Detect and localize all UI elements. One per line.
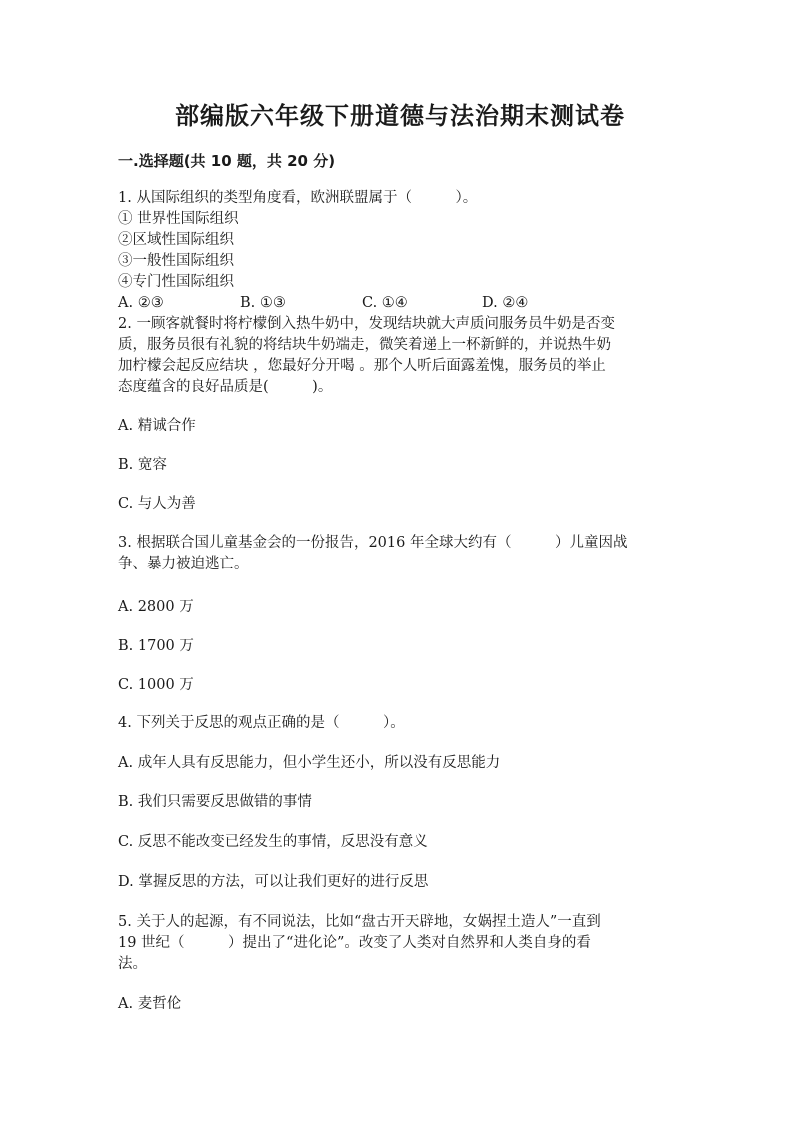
question-1-option-b: B. ①③	[240, 295, 286, 311]
question-5-line: 19 世纪（ ）提出了“进化论”。改变了人类对自然界和人类自身的看	[118, 935, 591, 951]
question-3-option-c: C. 1000 万	[118, 677, 194, 693]
question-5-line: 5. 关于人的起源，有不同说法，比如“盘古开天辟地，女娲捏土造人”一直到	[118, 914, 601, 930]
page-title: 部编版六年级下册道德与法治期末测试卷	[175, 102, 625, 130]
question-4-option-a: A. 成年人具有反思能力，但小学生还小，所以没有反思能力	[118, 755, 501, 771]
question-3-line: 3. 根据联合国儿童基金会的一份报告，2016 年全球大约有（ ）儿童因战	[118, 535, 628, 551]
question-2-line: 态度蕴含的良好品质是( )。	[118, 379, 333, 395]
question-2-line: 2. 一顾客就餐时将柠檬倒入热牛奶中，发现结块就大声质问服务员牛奶是否变	[118, 316, 615, 332]
question-4-stem: 4. 下列关于反思的观点正确的是（ ）。	[118, 715, 405, 731]
question-4-option-d: D. 掌握反思的方法，可以让我们更好的进行反思	[118, 874, 429, 890]
question-4-option-c: C. 反思不能改变已经发生的事情，反思没有意义	[118, 834, 428, 850]
question-2-line: 质，服务员很有礼貌的将结块牛奶端走，微笑着递上一杯新鲜的，并说热牛奶	[118, 337, 611, 353]
question-1-stem: 1. 从国际组织的类型角度看，欧洲联盟属于（ ）。	[118, 190, 478, 206]
question-2-option-c: C. 与人为善	[118, 496, 196, 512]
section-heading: 一.选择题(共 10 题，共 20 分)	[118, 152, 336, 170]
question-1-option-d: D. ②④	[482, 295, 529, 311]
question-3-option-b: B. 1700 万	[118, 638, 194, 654]
question-4-option-b: B. 我们只需要反思做错的事情	[118, 794, 312, 810]
question-1-option-a: A. ②③	[118, 295, 164, 311]
question-1-item: ③一般性国际组织	[118, 253, 234, 269]
question-3-line: 争、暴力被迫逃亡。	[118, 556, 249, 572]
question-2-line: 加柠檬会起反应结块 ，您最好分开喝 。那个人听后面露羞愧，服务员的举止	[118, 358, 606, 374]
question-1-item: ②区域性国际组织	[118, 232, 234, 248]
question-5-option-a: A. 麦哲伦	[118, 996, 182, 1012]
question-1-option-c: C. ①④	[362, 295, 408, 311]
question-1-item: ④专门性国际组织	[118, 274, 234, 290]
question-1-item: ① 世界性国际组织	[118, 211, 239, 227]
question-2-option-b: B. 宽容	[118, 457, 167, 473]
question-2-option-a: A. 精诚合作	[118, 418, 196, 434]
question-3-option-a: A. 2800 万	[118, 599, 194, 615]
question-5-line: 法。	[118, 956, 147, 972]
